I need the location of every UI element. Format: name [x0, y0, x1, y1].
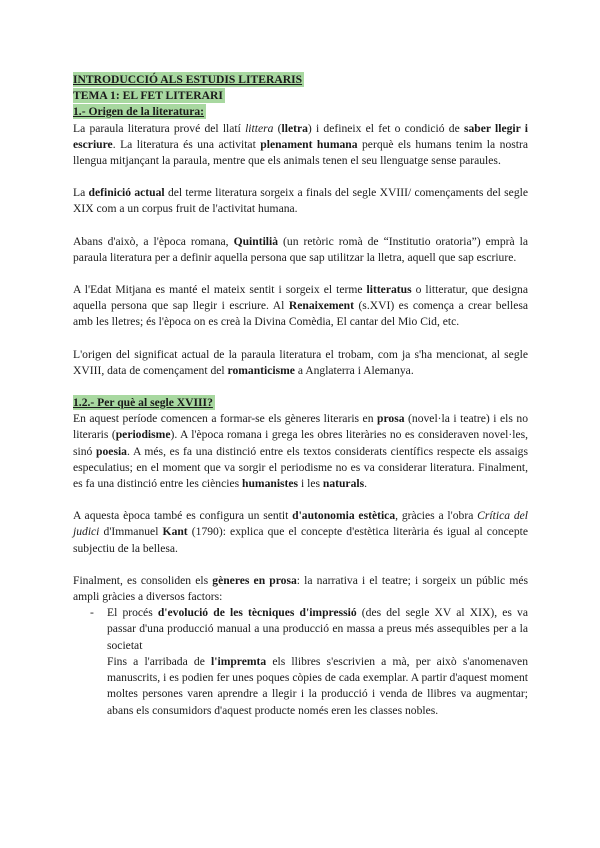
text-run: (un retòric romà de “Institutio oratoria”) emprà la paraula literatura per a definir aquella persona que sap utilitzar la lletra, aquell que sap escriure.	[73, 234, 528, 264]
bold-term: poesia	[96, 444, 127, 458]
text-run: o litteratur, que designa aquella persona que sap llegir i escriure. Al	[73, 283, 528, 313]
text-run: . A més, es fa una distinció entre els textos considerats científics respecte els assaigs especulatius; en el moment que va sorgir el periodisme no es va considerar literatura. Finalment, es fa una distinció entre les ciències	[73, 444, 528, 491]
bold-term: Quintilià	[233, 234, 279, 248]
paragraph	[73, 234, 528, 266]
bold-term: d'autonomia estètica	[292, 509, 396, 523]
bold-term: l'impremta	[211, 654, 267, 668]
bold-term: lletra	[281, 121, 308, 135]
text-run: Fins a l'arribada de	[107, 654, 212, 668]
paragraph	[73, 573, 528, 605]
text-run: del terme literatura sorgeix a finals del segle XVIII/ començaments del segle XIX com a un corpus fruit de l'activitat humana.	[73, 186, 528, 216]
bold-term: plenament humana	[260, 137, 358, 151]
list-bullet: -	[90, 606, 94, 620]
bold-term: romanticisme	[227, 363, 295, 377]
document-body	[73, 72, 528, 719]
text-run: En aquest període comencen a formar-se els gèneres literaris en	[73, 412, 378, 426]
text-run: d'Immanuel	[99, 525, 163, 539]
text-run: La paraula literatura prové del llatí	[73, 121, 246, 135]
text-run: . La literatura és una activitat	[112, 137, 261, 151]
text-run: L'origen del significat actual de la paraula literatura el trobam, com ja s'ha mencionat, al segle XVIII, data de començament del	[73, 347, 528, 377]
text-run: A l'Edat Mitjana es manté el mateix sentit i sorgeix el terme	[73, 283, 367, 297]
paragraph	[73, 185, 528, 217]
list-item	[73, 605, 528, 718]
text-run: i les	[298, 477, 323, 491]
bold-term: saber llegir i escriure	[73, 121, 529, 151]
paragraph	[73, 411, 528, 492]
paragraph	[73, 282, 528, 331]
paragraph	[73, 508, 528, 557]
bold-term: periodisme	[115, 428, 171, 442]
bold-term: gèneres en prosa	[212, 573, 297, 587]
text-run: .	[364, 477, 368, 491]
bold-term: d'evolució de les tècniques d'impressió	[157, 606, 357, 620]
text-run: A aquesta època també es configura un sentit	[73, 509, 293, 523]
bold-term: Kant	[162, 525, 188, 539]
text-run: La	[73, 186, 89, 200]
paragraph	[73, 121, 528, 170]
list-item-text	[107, 605, 528, 654]
section-heading-origin: 1.- Origen de la literatura:	[73, 105, 205, 119]
paragraph	[73, 347, 528, 379]
text-run: (des del segle XV al XIX), es va passar d'una producció manual a una producció en massa a preus més assequibles per a la societat	[107, 606, 528, 652]
italic-term: Crítica del judici	[73, 509, 528, 539]
text-run: els llibres s'escrivien a mà, per això s'anomenaven manuscrits, i es podien fer unes poques còpies de cada exemplar. A partir d'aquest moment moltes persones varen aprendre a llegir i la producció i venda de llibres va augmentar; abans els consumidors d'aquest producte només eren les classes nobles.	[107, 654, 528, 717]
text-run: : la narrativa i el teatre; i sorgeix un públic més ampli gràcies a diversos factors:	[73, 573, 528, 604]
bold-term: definició actual	[88, 186, 165, 200]
bold-term: litteratus	[366, 283, 412, 297]
text-run: Abans d'això, a l'època romana,	[73, 234, 234, 248]
list-item-text	[107, 654, 528, 719]
italic-term: littera	[245, 121, 274, 135]
text-run: perquè els humans tenim la nostra llengua mitjançant la paraula, mentre que els animals tenen el seu llenguatge sense paraules.	[73, 137, 528, 168]
text-run: a Anglaterra i Alemanya.	[294, 363, 414, 377]
text-run: El procés	[107, 606, 158, 620]
text-run: (	[273, 121, 282, 135]
bold-term: humanistes	[242, 477, 299, 491]
text-run: Finalment, es consoliden els	[73, 573, 213, 587]
topic-title: TEMA 1: EL FET LITERARI	[73, 89, 223, 103]
section-heading-why-18th-century: 1.2.- Per què al segle XVIII?	[73, 396, 213, 410]
text-run: ). A l'època romana i grega les obres literàries no es consideraven novel·les, sinó	[73, 428, 529, 458]
bold-term: Renaixement	[288, 299, 354, 313]
course-title: INTRODUCCIÓ ALS ESTUDIS LITERARIS	[73, 73, 303, 86]
text-run: (s.XVI) es comença a crear bellesa amb les lletres; és l'època on es creà la Divina Comèdia, El cantar del Mio Cid, etc.	[73, 299, 528, 329]
bold-term: prosa	[377, 412, 405, 426]
bold-term: naturals	[322, 477, 365, 491]
text-run: , gràcies a l'obra	[395, 509, 478, 523]
factors-list	[73, 605, 528, 718]
text-run: (novel·la i teatre) i els no literaris (	[73, 412, 528, 442]
text-run: (1790): explica que el concepte d'estètica literària és igual al concepte subjectiu de la bellesa.	[73, 525, 528, 555]
text-run: ) i defineix el fet o condició de	[307, 121, 464, 135]
